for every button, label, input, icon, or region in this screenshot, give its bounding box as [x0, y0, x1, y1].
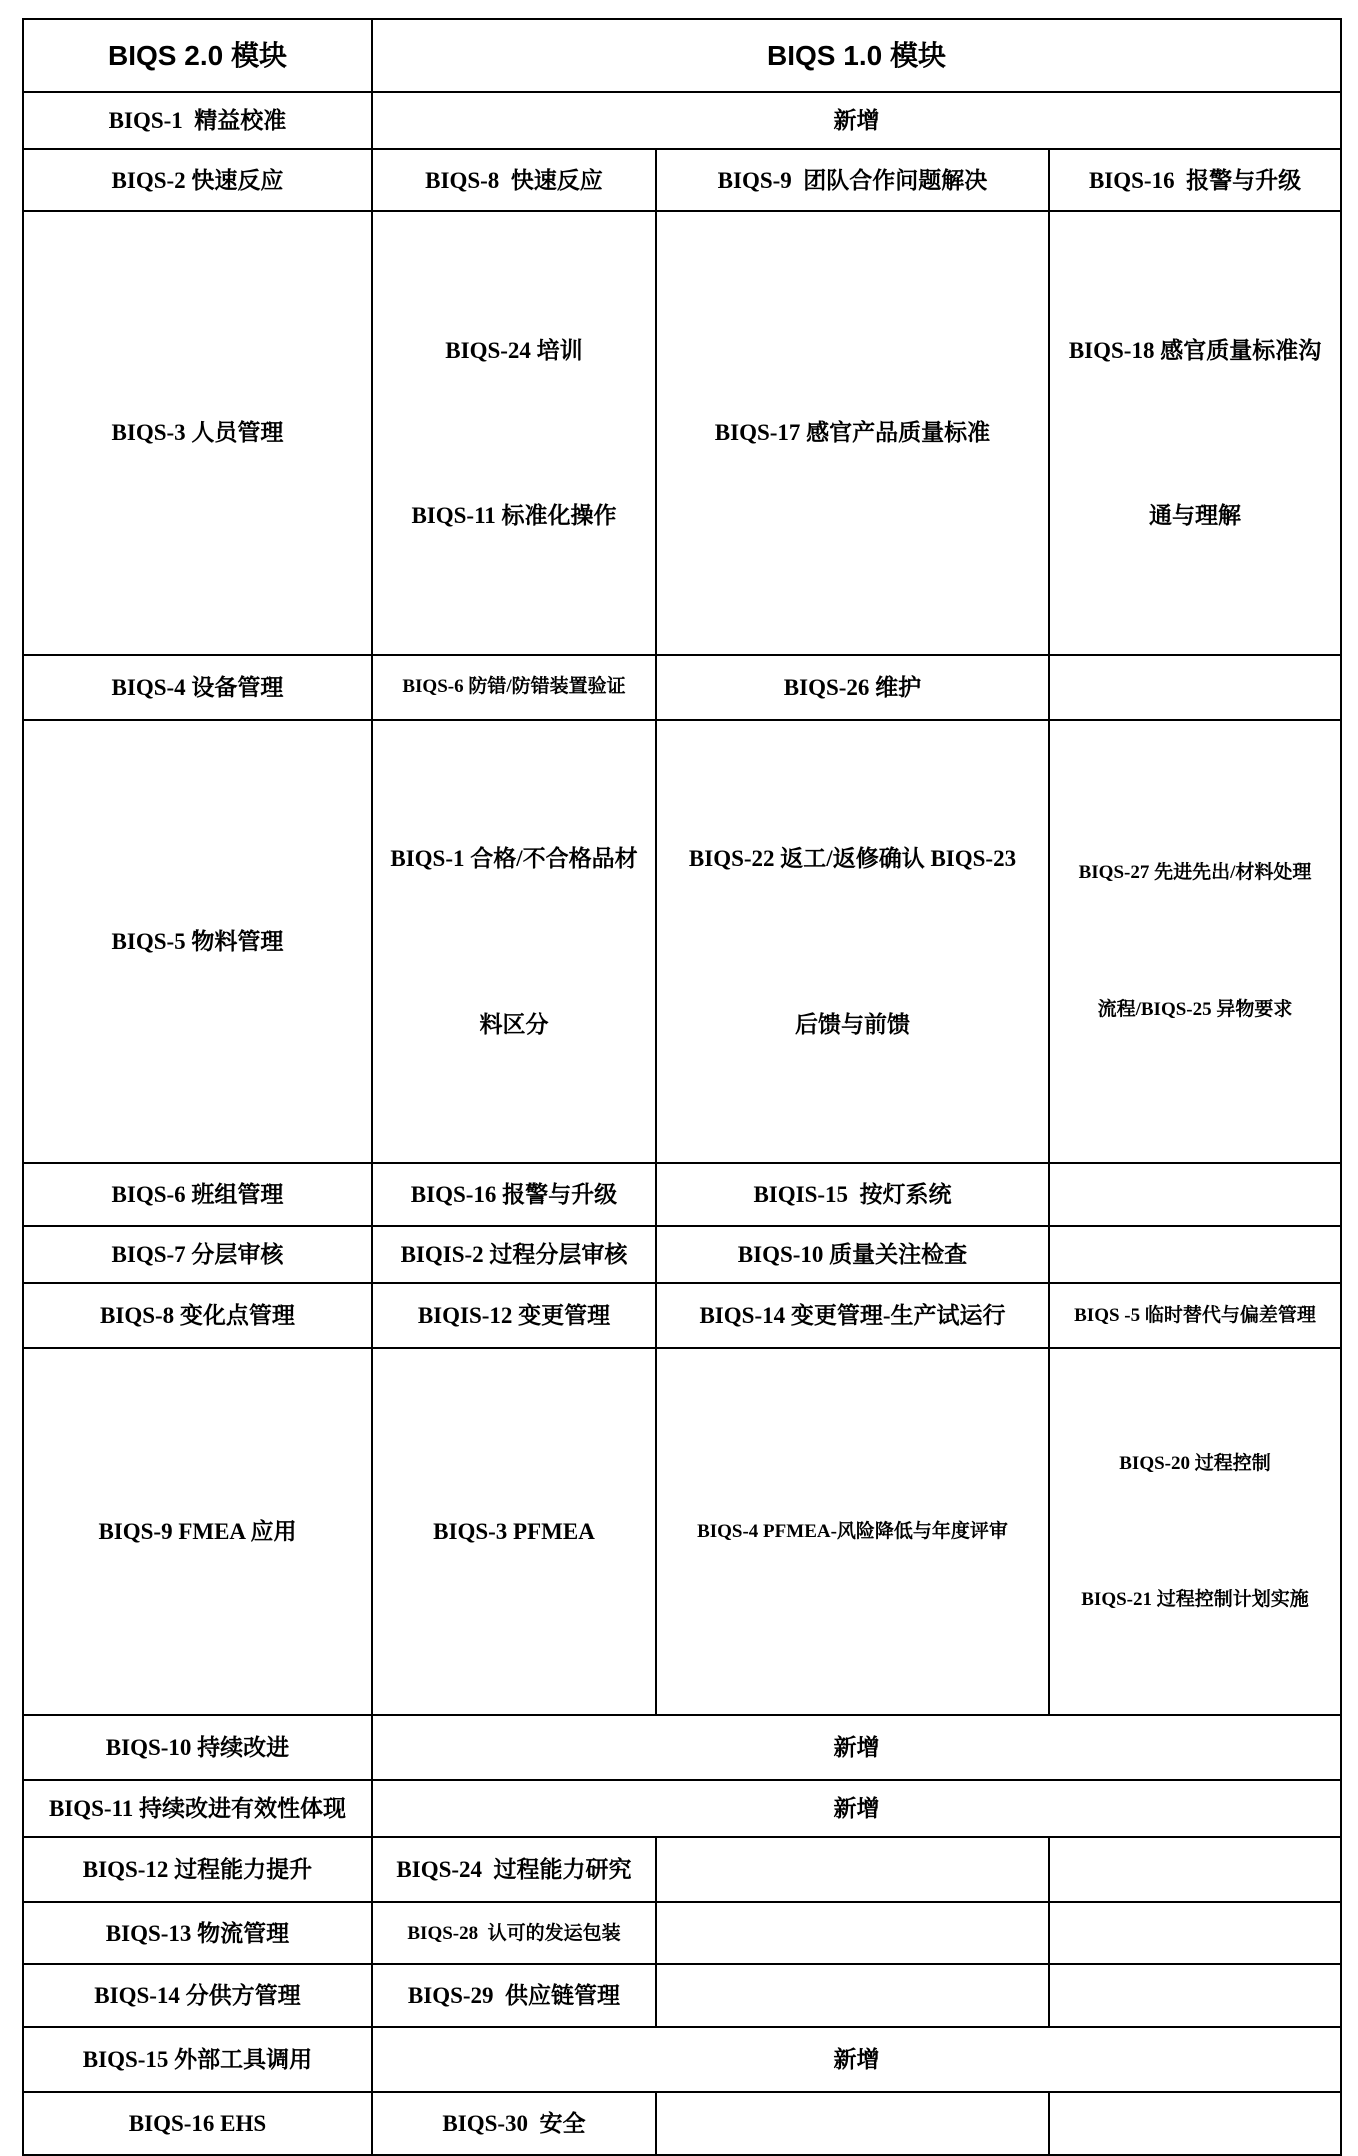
biqs2-module-cell: BIQS-10 持续改进	[23, 1715, 372, 1780]
cell-line: BIQS-11 标准化操作	[411, 503, 617, 529]
biqs1-module-cell: BIQS -5 临时替代与偏差管理	[1049, 1283, 1341, 1348]
biqs1-module-cell: BIQS-4 PFMEA-风险降低与年度评审	[656, 1348, 1049, 1715]
biqs1-module-cell: BIQS-30 安全	[372, 2092, 656, 2155]
table-row-biqs-15	[23, 2027, 1341, 2092]
empty-cell	[1049, 1902, 1341, 1964]
biqs1-module-cell	[656, 720, 1049, 1164]
cell-line: 料区分	[479, 1011, 549, 1037]
biqs1-module-cell	[372, 720, 656, 1164]
cell-line: BIQS-21 过程控制计划实施	[1081, 1589, 1309, 1611]
table-row-biqs-1	[23, 92, 1341, 149]
biqs2-module-cell: BIQS-14 分供方管理	[23, 1964, 372, 2027]
new-addition-cell: 新增	[372, 1780, 1341, 1837]
biqs2-module-cell: BIQS-16 EHS	[23, 2092, 372, 2155]
cell-line: BIQS-22 返工/返修确认 BIQS-23	[688, 846, 1017, 872]
new-addition-cell: 新增	[372, 1715, 1341, 1780]
new-addition-cell: 新增	[372, 2027, 1341, 2092]
biqs1-module-cell: BIQS-29 供应链管理	[372, 1964, 656, 2027]
table-row-biqs-14	[23, 1964, 1341, 2027]
table-row-biqs-3	[23, 211, 1341, 655]
biqs2-module-cell: BIQS-7 分层审核	[23, 1226, 372, 1283]
biqs1-module-cell: BIQS-28 认可的发运包装	[372, 1902, 656, 1964]
empty-cell	[1049, 1163, 1341, 1226]
table-row-biqs-8	[23, 1283, 1341, 1348]
biqs1-module-cell: BIQS-16 报警与升级	[372, 1163, 656, 1226]
biqs2-module-cell: BIQS-3 人员管理	[23, 211, 372, 655]
table-row-biqs-16	[23, 2092, 1341, 2155]
biqs2-module-cell: BIQS-5 物料管理	[23, 720, 372, 1164]
empty-cell	[656, 1964, 1049, 2027]
cell-line: BIQS-20 过程控制	[1119, 1452, 1271, 1474]
header-biqs-2-0: BIQS 2.0 模块	[23, 19, 372, 92]
table-row-biqs-11	[23, 1780, 1341, 1837]
biqs1-module-cell: BIQS-24 过程能力研究	[372, 1837, 656, 1902]
table-row-biqs-13	[23, 1902, 1341, 1964]
empty-cell	[1049, 1837, 1341, 1902]
empty-cell	[1049, 2092, 1341, 2155]
empty-cell	[656, 1902, 1049, 1964]
table-row-biqs-10	[23, 1715, 1341, 1780]
biqs1-module-cell: BIQIS-2 过程分层审核	[372, 1226, 656, 1283]
biqs1-module-cell	[1049, 1348, 1341, 1715]
header-row	[23, 19, 1341, 92]
table-row-biqs-2	[23, 149, 1341, 211]
biqs2-module-cell: BIQS-12 过程能力提升	[23, 1837, 372, 1902]
biqs2-module-cell: BIQS-8 变化点管理	[23, 1283, 372, 1348]
cell-line: BIQS-27 先进先出/材料处理	[1078, 862, 1312, 884]
biqs1-module-cell: BIQS-17 感官产品质量标准	[656, 211, 1049, 655]
biqs2-module-cell: BIQS-2 快速反应	[23, 149, 372, 211]
biqs1-module-cell: BIQS-6 防错/防错装置验证	[372, 655, 656, 720]
empty-cell	[1049, 655, 1341, 720]
empty-cell	[1049, 1226, 1341, 1283]
table-row-biqs-6	[23, 1163, 1341, 1226]
biqs2-module-cell: BIQS-9 FMEA 应用	[23, 1348, 372, 1715]
cell-line: BIQS-18 感官质量标准沟	[1068, 337, 1322, 363]
cell-line: BIQS-24 培训	[445, 337, 583, 363]
biqs1-module-cell: BIQS-8 快速反应	[372, 149, 656, 211]
table-row-biqs-5	[23, 720, 1341, 1164]
biqs1-module-cell	[372, 211, 656, 655]
biqs2-module-cell: BIQS-13 物流管理	[23, 1902, 372, 1964]
biqs1-module-cell: BIQS-14 变更管理-生产试运行	[656, 1283, 1049, 1348]
biqs1-module-cell: BIQS-3 PFMEA	[372, 1348, 656, 1715]
biqs2-module-cell: BIQS-1 精益校准	[23, 92, 372, 149]
cell-line: 通与理解	[1149, 503, 1241, 529]
empty-cell	[656, 1837, 1049, 1902]
cell-line: 后馈与前馈	[795, 1011, 910, 1037]
biqs2-module-cell: BIQS-11 持续改进有效性体现	[23, 1780, 372, 1837]
empty-cell	[656, 2092, 1049, 2155]
biqs-module-mapping-table	[22, 18, 1342, 2156]
biqs1-module-cell	[1049, 211, 1341, 655]
biqs1-module-cell: BIQS-9 团队合作问题解决	[656, 149, 1049, 211]
biqs1-module-cell: BIQS-26 维护	[656, 655, 1049, 720]
biqs1-module-cell: BIQIS-12 变更管理	[372, 1283, 656, 1348]
table-row-biqs-9	[23, 1348, 1341, 1715]
biqs2-module-cell: BIQS-15 外部工具调用	[23, 2027, 372, 2092]
biqs1-module-cell: BIQS-16 报警与升级	[1049, 149, 1341, 211]
biqs1-module-cell: BIQS-10 质量关注检查	[656, 1226, 1049, 1283]
biqs2-module-cell: BIQS-6 班组管理	[23, 1163, 372, 1226]
table-row-biqs-12	[23, 1837, 1341, 1902]
empty-cell	[1049, 1964, 1341, 2027]
table-row-biqs-7	[23, 1226, 1341, 1283]
new-addition-cell: 新增	[372, 92, 1341, 149]
biqs1-module-cell	[1049, 720, 1341, 1164]
header-biqs-1-0: BIQS 1.0 模块	[372, 19, 1341, 92]
biqs1-module-cell: BIQIS-15 按灯系统	[656, 1163, 1049, 1226]
biqs2-module-cell: BIQS-4 设备管理	[23, 655, 372, 720]
cell-line: BIQS-1 合格/不合格品材	[390, 846, 638, 872]
table-row-biqs-4	[23, 655, 1341, 720]
cell-line: 流程/BIQS-25 异物要求	[1097, 999, 1293, 1021]
